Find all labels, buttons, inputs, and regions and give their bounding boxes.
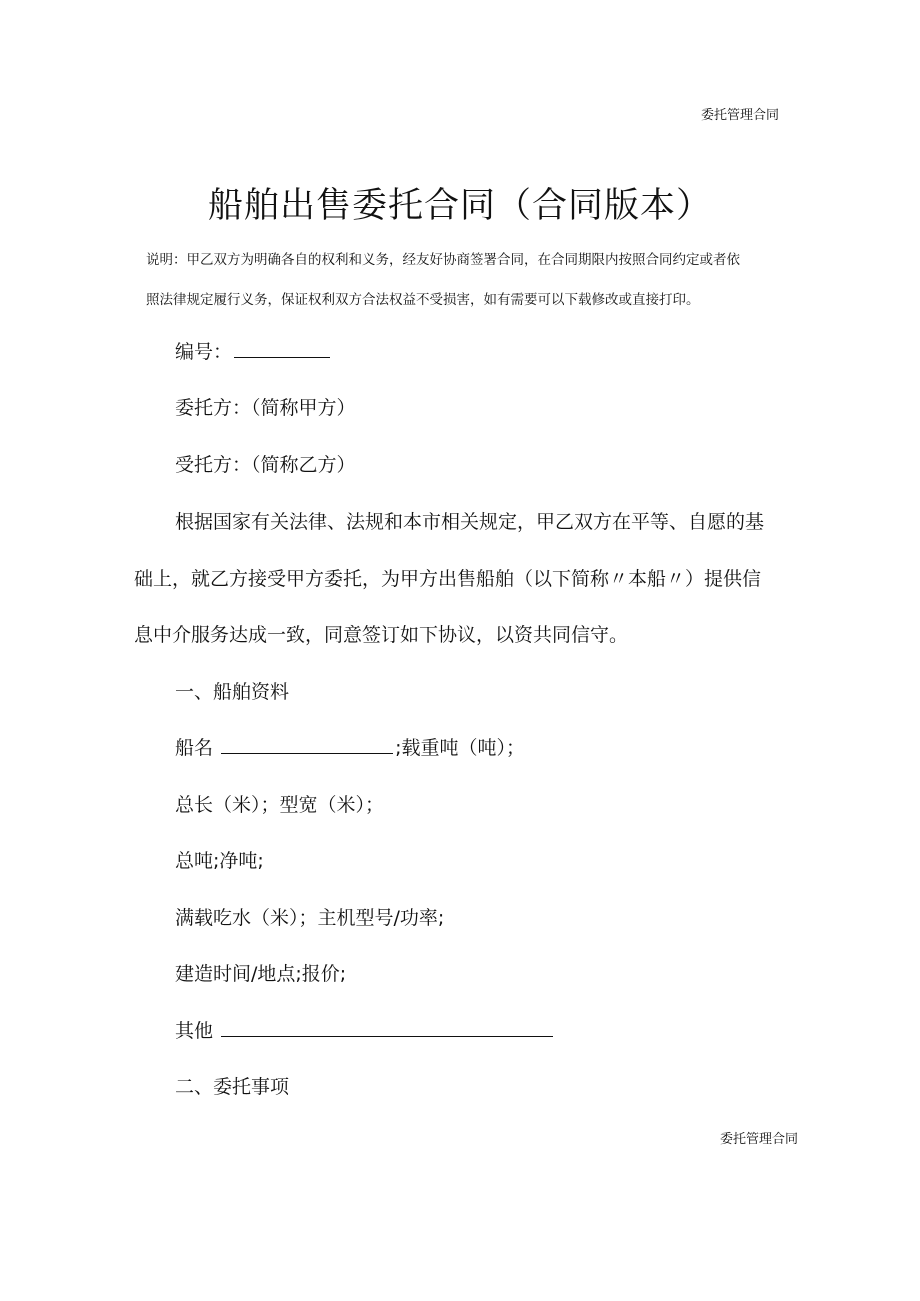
deadweight-label: ;载重吨（吨）； <box>395 737 525 759</box>
ship-name-row <box>175 733 525 760</box>
principal-field: 委托方：（简称甲方） <box>175 397 356 419</box>
length-width-row: 总长（米）；型宽（米）； <box>175 794 385 816</box>
tonnage-row: 总吨;净吨; <box>175 850 264 872</box>
other-label: 其他 <box>175 1020 214 1042</box>
intro-line-1: 根据国家有关法律、法规和本市相关规定，甲乙双方在平等、自愿的基 <box>175 511 765 533</box>
contract-number-label: 编号： <box>175 341 233 363</box>
draft-engine-row: 满载吃水（米）；主机型号/功率; <box>175 907 445 929</box>
footer-document-tag: 委托管理合同 <box>719 1132 798 1147</box>
intro-line-2: 础上，就乙方接受甲方委托，为甲方出售船舶（以下简称〃本船〃）提供信 <box>134 568 762 590</box>
contract-number-field <box>175 337 332 364</box>
note-line-1: 说明：甲乙双方为明确各自的权利和义务，经友好协商签署合同，在合同期限内按照合同约定或者依 <box>146 252 740 268</box>
header-document-tag: 委托管理合同 <box>700 108 779 123</box>
build-price-row: 建造时间/地点;报价; <box>175 963 347 985</box>
agent-field: 受托方：（简称乙方） <box>175 454 356 476</box>
note-line-2: 照法律规定履行义务，保证权利双方合法权益不受损害，如有需要可以下载修改或直接打印。 <box>146 292 700 308</box>
ship-name-blank <box>221 734 393 754</box>
other-blank <box>221 1017 553 1037</box>
section-1-heading: 一、船舶资料 <box>175 681 290 703</box>
intro-line-3: 息中介服务达成一致，同意签订如下协议，以资共同信守。 <box>134 624 629 646</box>
section-2-heading: 二、委托事项 <box>175 1076 290 1098</box>
document-title: 船舶出售委托合同（合同版本） <box>207 186 712 226</box>
contract-number-blank <box>234 338 330 358</box>
other-row <box>175 1016 555 1043</box>
ship-name-label: 船名 <box>175 737 214 759</box>
